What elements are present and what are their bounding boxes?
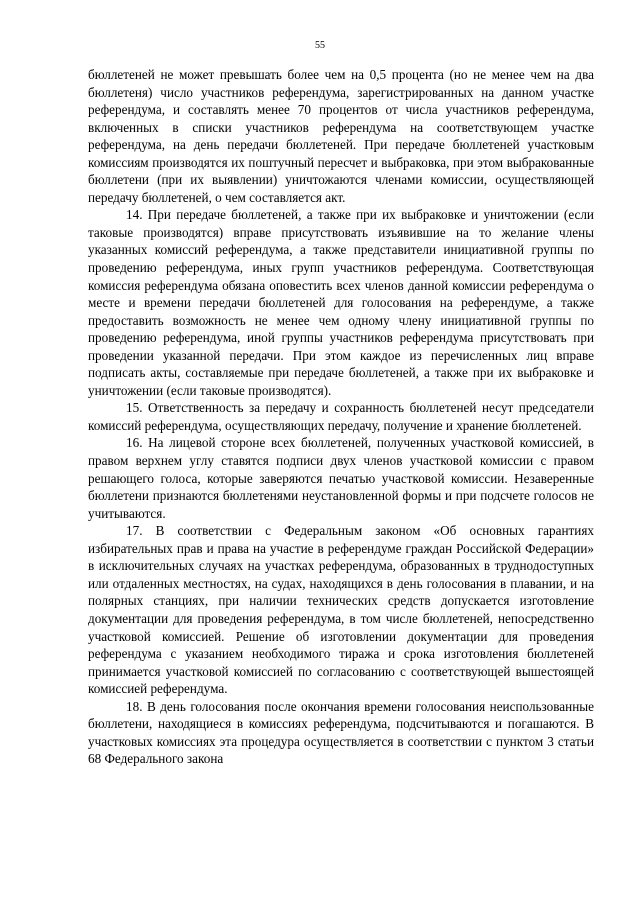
paragraph-item-17: 17. В соответствии с Федеральным законом «Об основных гарантиях избирательных прав и права на участие в референдуме граждан Российской Федерации» в исключительных случаях на участках референдума, образованных в труднодоступных или отдаленных местностях, на судах, находящихся в день голосования в плавании, и на полярных станциях, при наличии технических средств допускается изготовление документации для проведения референдума, в том числе бюллетеней, непосредственно участковой комиссией. Решение об изготовлении документации для проведения референдума с указанием необходимого тиража и срока изготовления бюллетеней принимается участковой комиссией по согласованию с соответствующей вышестоящей комиссией референдума. [88, 523, 594, 697]
paragraph-item-14: 14. При передаче бюллетеней, а также при их выбраковке и уничтожении (если таковые производятся) вправе присутствовать изъявившие на то желание члены указанных комиссий референдума, а также представители инициативной группы по проведению референдума, иных групп участников референдума. Соответствующая комиссия референдума обязана оповестить всех членов данной комиссии референдума о месте и времени передачи бюллетеней для голосования на референдуме, а также предоставить возможность не менее чем одному члену инициативной группы по проведению референдума, иной группы участников референдума присутствовать при проведении указанной передачи. При этом каждое из перечисленных лиц вправе подписать акты, составляемые при передаче бюллетеней, а также при их выбраковке и уничтожении (если таковые производятся). [88, 207, 594, 398]
paragraph-continuation: бюллетеней не может превышать более чем на 0,5 процента (но не менее чем на два бюллетеня) число участников референдума, зарегистрированных на данном участке референдума, и составлять менее 70 процентов от числа участников референдума, включенных в списки участников референдума на соответствующем участке референдума, на день передачи бюллетеней. При передаче бюллетеней участковым комиссиям производятся их поштучный пересчет и выбраковка, при этом выбракованные бюллетени (при их выявлении) уничтожаются членами комиссии, осуществляющей передачу бюллетеней, о чем составляется акт. [88, 67, 594, 205]
page-number: 55 [315, 40, 325, 51]
paragraph-item-15: 15. Ответственность за передачу и сохранность бюллетеней несут председатели комиссий референдума, осуществляющих передачу, получение и хранение бюллетеней. [88, 400, 594, 433]
paragraph-item-16: 16. На лицевой стороне всех бюллетеней, полученных участковой комиссией, в правом верхнем углу ставятся подписи двух членов участковой комиссии с правом решающего голоса, которые заверяются печатью участковой комиссии. Незаверенные бюллетени признаются бюллетенями неустановленной формы и при подсчете голосов не учитываются. [88, 435, 594, 521]
document-body [88, 66, 594, 768]
paragraph-item-18: 18. В день голосования после окончания времени голосования неиспользованные бюллетени, находящиеся в комиссиях референдума, подсчитываются и погашаются. В участковых комиссиях эта процедура осуществляется в соответствии с пунктом 3 статьи 68 Федерального закона [88, 698, 594, 767]
